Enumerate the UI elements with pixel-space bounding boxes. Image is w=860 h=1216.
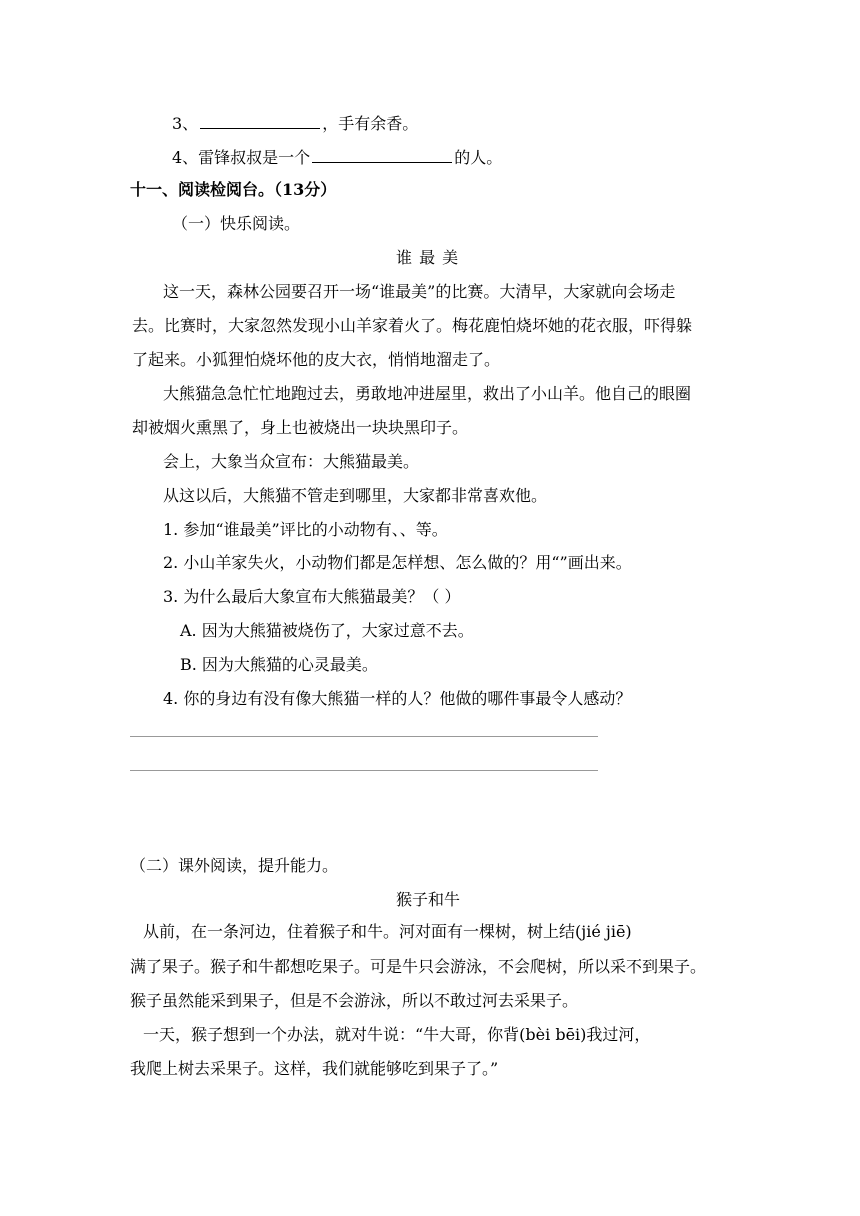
item-4-prefix: 4、雷锋叔叔是一个: [172, 148, 311, 167]
answer-blank-3[interactable]: [200, 112, 320, 129]
story-1-paragraph-3: 会上，大象当众宣布：大熊猫最美。: [163, 452, 420, 471]
fill-in-item-3: [172, 112, 418, 134]
item-3-suffix: ，手有余香。: [322, 114, 419, 133]
story-2-title: 猴子和牛: [396, 890, 461, 909]
question-3-option-b[interactable]: B. 因为大熊猫的心灵最美。: [180, 655, 378, 674]
story-1-paragraph-1-line-1: 这一天，森林公园要召开一场“谁最美”的比赛。大清早，大家就向会场走: [163, 282, 676, 301]
story-1-title: 谁 最 美: [396, 248, 460, 267]
story-2-paragraph-2-line-2: 我爬上树去采果子。这样，我们就能够吃到果子了。”: [130, 1059, 499, 1078]
story-2-paragraph-1-line-1: 从前，在一条河边，住着猴子和牛。河对面有一棵树，树上结(jié jiē): [143, 922, 632, 941]
story-1-paragraph-4: 从这以后，大熊猫不管走到哪里，大家都非常喜欢他。: [163, 486, 548, 505]
question-4: 4. 你的身边有没有像大熊猫一样的人？他做的哪件事最令人感动？: [163, 689, 632, 708]
answer-line-2[interactable]: [130, 770, 598, 771]
story-2-paragraph-1-line-3: 猴子虽然能采到果子，但是不会游泳，所以不敢过河去采果子。: [130, 991, 579, 1010]
question-1: 1. 参加“谁最美”评比的小动物有、、等。: [163, 520, 448, 539]
part-1-label: （一）快乐阅读。: [172, 214, 301, 233]
question-2: 2. 小山羊家失火，小动物们都是怎样想、怎么做的？用“”画出来。: [163, 553, 632, 572]
story-1-paragraph-1-line-3: 了起来。小狐狸怕烧坏他的皮大衣，悄悄地溜走了。: [132, 350, 501, 369]
story-1-paragraph-2-line-1: 大熊猫急急忙忙地跑过去，勇敢地冲进屋里，救出了小山羊。他自己的眼圈: [163, 384, 692, 403]
question-3: 3. 为什么最后大象宣布大熊猫最美？（ ）: [163, 587, 461, 606]
answer-line-1[interactable]: [130, 736, 598, 737]
part-2-label: （二）课外阅读，提升能力。: [130, 856, 339, 875]
item-3-prefix: 3、: [172, 114, 199, 133]
answer-blank-4[interactable]: [312, 146, 452, 163]
section-11-heading: 十一、阅读检阅台。（13分）: [130, 180, 337, 199]
story-1-paragraph-2-line-2: 却被烟火熏黑了，身上也被烧出一块块黑印子。: [132, 418, 469, 437]
fill-in-item-4: [172, 146, 502, 168]
question-3-option-a[interactable]: A. 因为大熊猫被烧伤了，大家过意不去。: [180, 621, 474, 640]
story-1-paragraph-1-line-2: 去。比赛时，大家忽然发现小山羊家着火了。梅花鹿怕烧坏她的花衣服，吓得躲: [132, 316, 693, 335]
story-2-paragraph-2-line-1: 一天，猴子想到一个办法，就对牛说：“牛大哥，你背(bèi bēi)我过河，: [143, 1025, 651, 1044]
item-4-suffix: 的人。: [454, 148, 503, 167]
story-2-paragraph-1-line-2: 满了果子。猴子和牛都想吃果子。可是牛只会游泳，不会爬树，所以采不到果子。: [130, 957, 707, 976]
